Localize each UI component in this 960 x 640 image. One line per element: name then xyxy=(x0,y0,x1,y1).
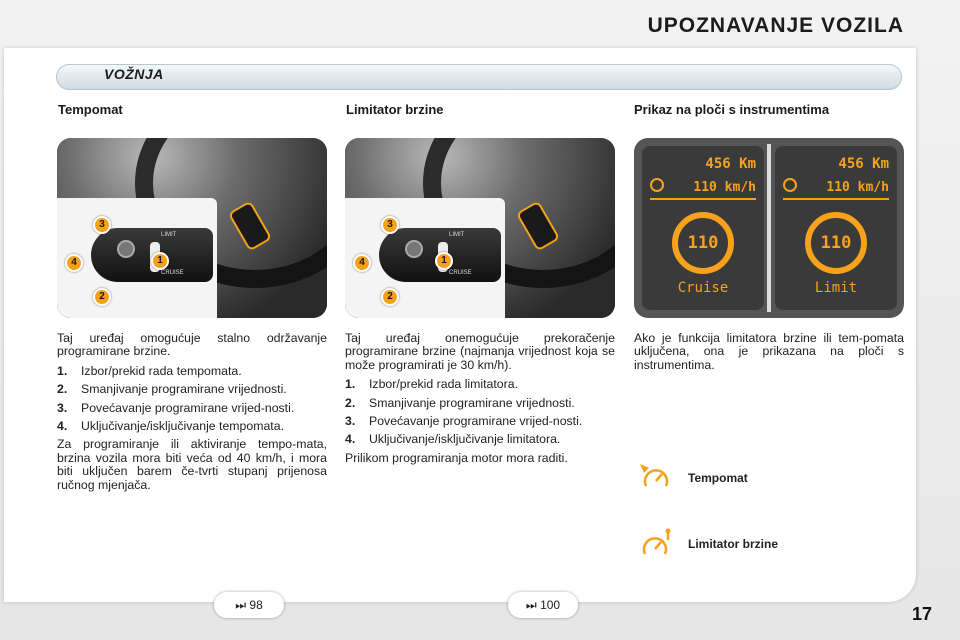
section-bar xyxy=(56,64,902,90)
speed-limiter-stalk-photo xyxy=(345,138,615,318)
display-distance: 456 Km xyxy=(705,156,756,172)
page-title: UPOZNAVANJE VOZILA xyxy=(647,14,904,37)
column-title-display: Prikaz na ploči s instrumentima xyxy=(634,102,830,117)
speed-limiter-icon xyxy=(783,178,797,192)
display-divider xyxy=(650,198,756,200)
reference-page-number: 98 xyxy=(249,598,263,612)
display-cruise xyxy=(642,146,764,310)
instrument-display-panel xyxy=(634,138,904,318)
note-text: Prilikom programiranja motor mora raditi. xyxy=(345,450,568,465)
intro-text: Taj uređaj onemogućuje prekoračenje programirane brzine (najmanja vrijednost koja se može programirati je 30 km/h). xyxy=(345,331,615,372)
page-reference-link[interactable] xyxy=(214,592,284,618)
callout-badge-1: 1 xyxy=(151,252,169,270)
limitator-description xyxy=(345,332,615,471)
reference-page-number: 100 xyxy=(540,598,561,612)
stalk-label-cruise: CRUISE xyxy=(161,270,184,276)
callout-badge-4: 4 xyxy=(65,254,83,272)
list-item: 4. Uključivanje/isključivanje limitatora. xyxy=(345,432,561,447)
callout-badge-3: 3 xyxy=(93,216,111,234)
display-distance: 456 Km xyxy=(838,156,889,172)
page-number: 17 xyxy=(911,604,932,624)
note-text: Za programiranje ili aktiviranje tempo-mata, brzina vozila mora biti veća od 40 km/h, i mora biti uključen barem če-tvrti stupanj prijenosa ručnog mjenjača. xyxy=(57,437,327,492)
display-speed: 110 km/h xyxy=(826,180,889,195)
callout-badge-1: 1 xyxy=(435,252,453,270)
cruise-control-icon xyxy=(650,178,664,192)
intro-text: Taj uređaj omogućuje stalno održavanje programirane brzine. xyxy=(57,331,327,359)
legend-limitator xyxy=(640,528,778,560)
callout-badge-2: 2 xyxy=(93,288,111,306)
fast-forward-icon: ⏭ xyxy=(235,598,247,612)
display-separator xyxy=(767,144,771,312)
list-item: 2. Smanjivanje programirane vrijednosti. xyxy=(57,382,287,397)
display-setpoint: 110 xyxy=(805,212,867,274)
column-title-limitator: Limitator brzine xyxy=(346,102,444,117)
tempomat-description xyxy=(57,332,327,498)
callout-badge-2: 2 xyxy=(381,288,399,306)
legend-label: Limitator brzine xyxy=(688,537,779,551)
speed-limiter-icon xyxy=(640,528,672,560)
list-item: 2. Smanjivanje programirane vrijednosti. xyxy=(345,395,575,410)
callout-badge-3: 3 xyxy=(381,216,399,234)
legend-label: Tempomat xyxy=(688,471,748,485)
legend-tempomat xyxy=(640,462,748,494)
fast-forward-icon: ⏭ xyxy=(525,598,537,612)
list-item: 1. Izbor/prekid rada limitatora. xyxy=(345,377,518,392)
cruise-control-stalk-photo xyxy=(57,138,327,318)
list-item: 4. Uključivanje/isključivanje tempomata. xyxy=(57,419,284,434)
display-divider xyxy=(783,198,889,200)
list-item: 3. Povećavanje programirane vrijed-nosti. xyxy=(57,400,295,415)
display-mode: Cruise xyxy=(677,280,729,296)
list-item: 1. Izbor/prekid rada tempomata. xyxy=(57,363,242,378)
stalk-label-cruise: CRUISE xyxy=(449,270,472,276)
callout-badge-4: 4 xyxy=(353,254,371,272)
stalk-knob xyxy=(405,240,423,258)
display-setpoint: 110 xyxy=(672,212,734,274)
list-item: 3. Povećavanje programirane vrijed-nosti. xyxy=(345,414,583,429)
column-title-tempomat: Tempomat xyxy=(58,102,123,117)
intro-text: Ako je funkcija limitatora brzine ili tem-pomata uključena, ona je prikazana na ploči s instrumentima. xyxy=(634,331,904,372)
section-title: VOŽNJA xyxy=(104,66,164,82)
cruise-control-icon xyxy=(640,462,672,494)
content-panel xyxy=(4,48,916,602)
display-mode: Limit xyxy=(814,280,858,296)
display-description xyxy=(634,332,904,378)
page-reference-link[interactable] xyxy=(508,592,578,618)
stalk-label-limit: LIMIT xyxy=(161,232,177,238)
stalk-knob xyxy=(117,240,135,258)
display-limit xyxy=(775,146,897,310)
stalk-label-limit: LIMIT xyxy=(449,232,465,238)
display-speed: 110 km/h xyxy=(693,180,756,195)
